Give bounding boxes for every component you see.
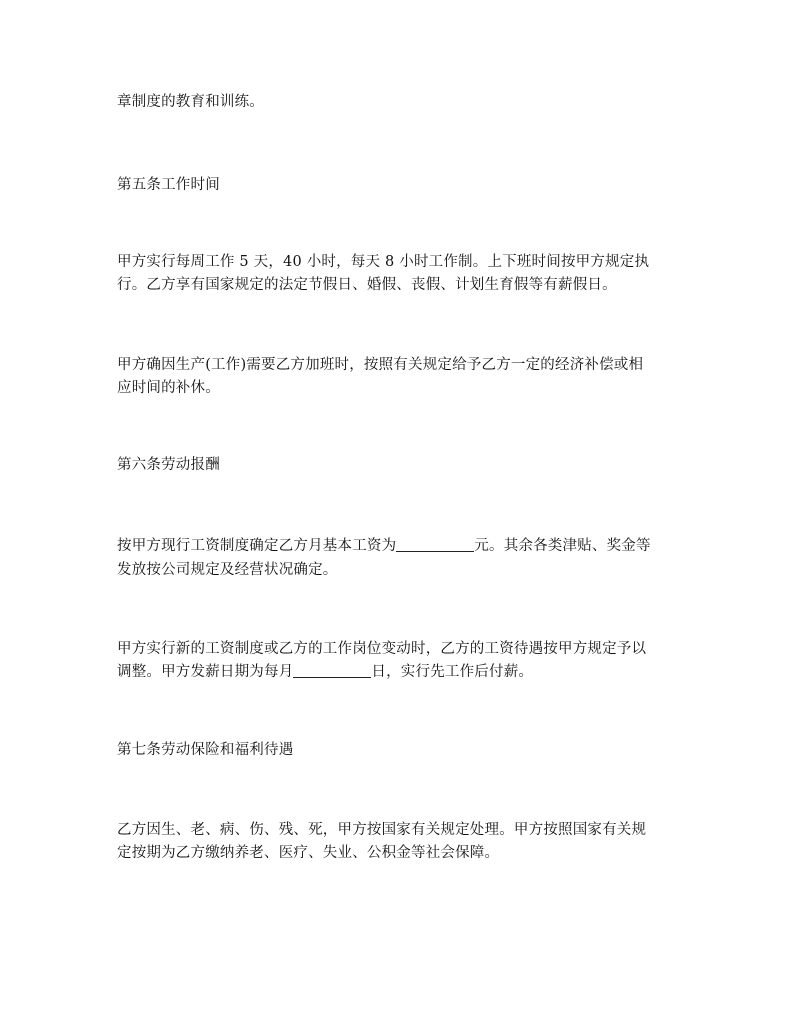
paragraph-line: 甲方实行每周工作 5 天，40 小时，每天 8 小时工作制。上下班时间按甲方规定执: [117, 254, 650, 270]
section-heading-7: 第七条劳动保险和福利待遇: [117, 742, 294, 758]
text-segment: 日，实行先工作后付薪。: [371, 664, 534, 680]
paragraph-line: 甲方实行新的工资制度或乙方的工作岗位变动时，乙方的工资待遇按甲方规定予以: [117, 641, 647, 657]
paragraph-line: 发放按公司规定及经营状况确定。: [117, 562, 338, 578]
paragraph-line: 应时间的补休。: [117, 380, 220, 396]
paragraph-line: 定按期为乙方缴纳养老、医疗、失业、公积金等社会保障。: [117, 845, 500, 861]
paragraph-line: 章制度的教育和训练。: [117, 94, 264, 110]
payday-blank-field: [293, 663, 371, 678]
salary-blank-field: [396, 537, 474, 552]
text-segment: 按甲方现行工资制度确定乙方月基本工资为: [117, 538, 397, 554]
section-heading-6: 第六条劳动报酬: [117, 457, 220, 473]
text-segment: 元。其余各类津贴、奖金等: [474, 538, 651, 554]
paragraph-line: 乙方因生、老、病、伤、残、死，甲方按国家有关规定处理。甲方按照国家有关规: [117, 822, 647, 838]
paragraph-line: 甲方确因生产(工作)需要乙方加班时，按照有关规定给予乙方一定的经济补偿或相: [117, 357, 644, 373]
paragraph-line: 行。乙方享有国家规定的法定节假日、婚假、丧假、计划生育假等有薪假日。: [117, 277, 617, 293]
paragraph-line: [117, 536, 687, 556]
section-heading-5: 第五条工作时间: [117, 177, 220, 193]
text-segment: 调整。甲方发薪日期为每月: [117, 664, 294, 680]
paragraph-line: [117, 662, 687, 682]
